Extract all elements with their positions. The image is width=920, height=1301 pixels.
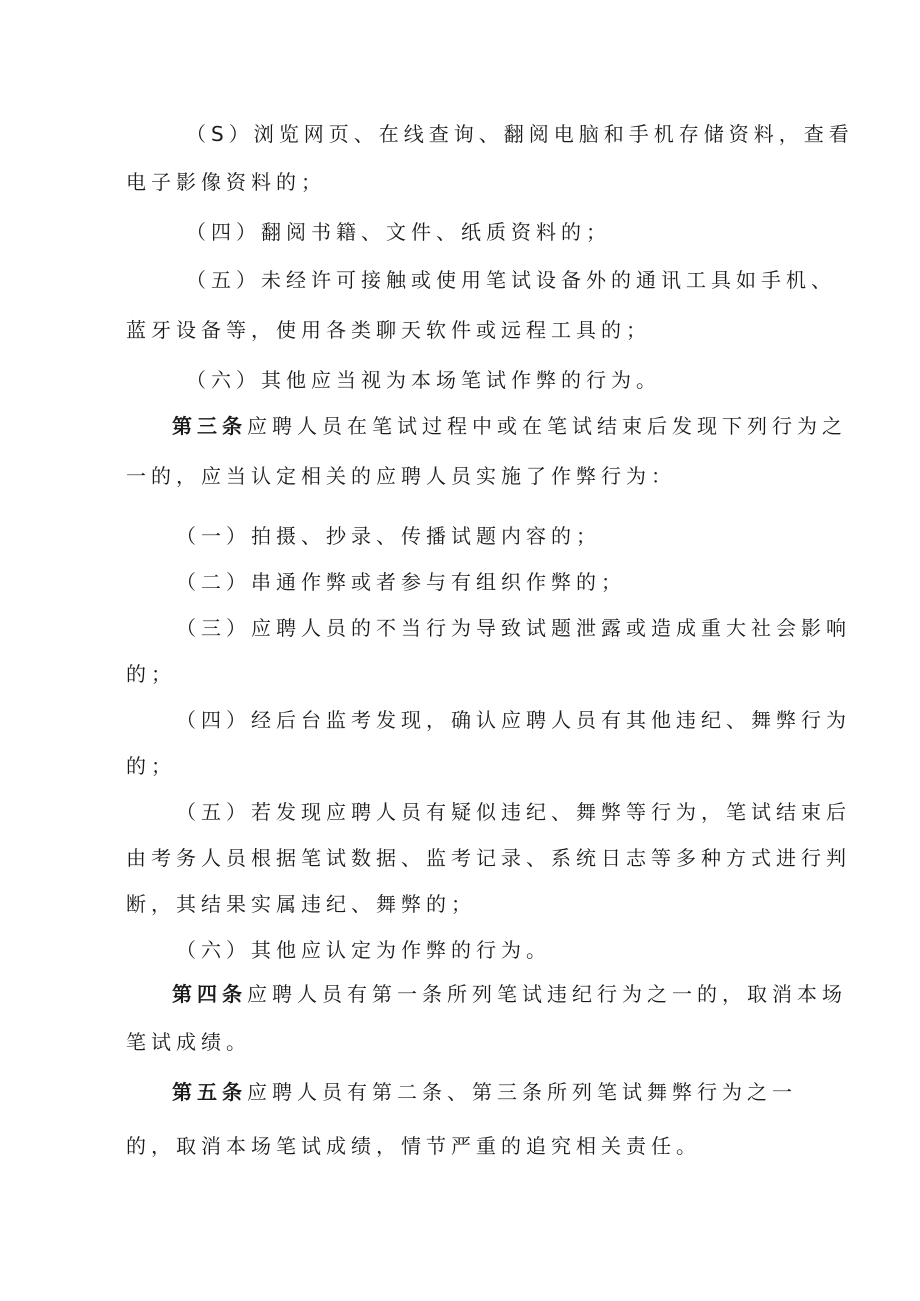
- paragraph-line: 一的，应当认定相关的应聘人员实施了作弊行为：: [126, 464, 676, 488]
- article-text: 应聘人员有第二条、第三条所列笔试舞弊行为之一: [247, 1080, 797, 1104]
- paragraph-line: （六）其他应当视为本场笔试作弊的行为。: [186, 368, 661, 392]
- article-heading: 第五条: [172, 1080, 247, 1104]
- paragraph-line: （四）翻阅书籍、文件、纸质资料的；: [186, 220, 611, 244]
- paragraph-line: 蓝牙设备等，使用各类聊天软件或远程工具的；: [126, 318, 651, 342]
- article-text: 应聘人员有第一条所列笔试违纪行为之一的，取消本场: [247, 982, 847, 1006]
- paragraph-line: 电子影像资料的；: [126, 170, 326, 194]
- paragraph-line: （二）串通作弊或者参与有组织作弊的；: [176, 570, 626, 594]
- paragraph-line: （四）经后台监考发现，确认应聘人员有其他违纪、舞弊行为: [176, 708, 851, 732]
- article-heading: 第四条: [172, 982, 247, 1006]
- article-4-line-1: [172, 980, 847, 1008]
- paragraph-line: （三）应聘人员的不当行为导致试题泄露或造成重大社会影响: [176, 616, 851, 640]
- paragraph-line: 的；: [126, 754, 176, 778]
- paragraph-line: 笔试成绩。: [126, 1030, 251, 1054]
- article-3-line-1: [172, 412, 847, 440]
- article-5-line-1: [172, 1078, 797, 1106]
- paragraph-line: （六）其他应认定为作弊的行为。: [176, 938, 551, 962]
- paragraph-line: 由考务人员根据笔试数据、监考记录、系统日志等多种方式进行判: [126, 846, 851, 870]
- paragraph-line: （五）若发现应聘人员有疑似违纪、舞弊等行为，笔试结束后: [176, 800, 851, 824]
- paragraph-line: 的，取消本场笔试成绩，情节严重的追究相关责任。: [126, 1134, 701, 1158]
- paragraph-line: （S）浏览网页、在线查询、翻阅电脑和手机存储资料，查看: [186, 122, 854, 146]
- paragraph-line: 的；: [126, 662, 176, 686]
- article-text: 应聘人员在笔试过程中或在笔试结束后发现下列行为之: [247, 414, 847, 438]
- article-heading: 第三条: [172, 414, 247, 438]
- paragraph-line: （五）未经许可接触或使用笔试设备外的通讯工具如手机、: [186, 268, 836, 292]
- paragraph-line: （一）拍摄、抄录、传播试题内容的；: [176, 524, 601, 548]
- paragraph-line: 断，其结果实属违纪、舞弊的；: [126, 892, 476, 916]
